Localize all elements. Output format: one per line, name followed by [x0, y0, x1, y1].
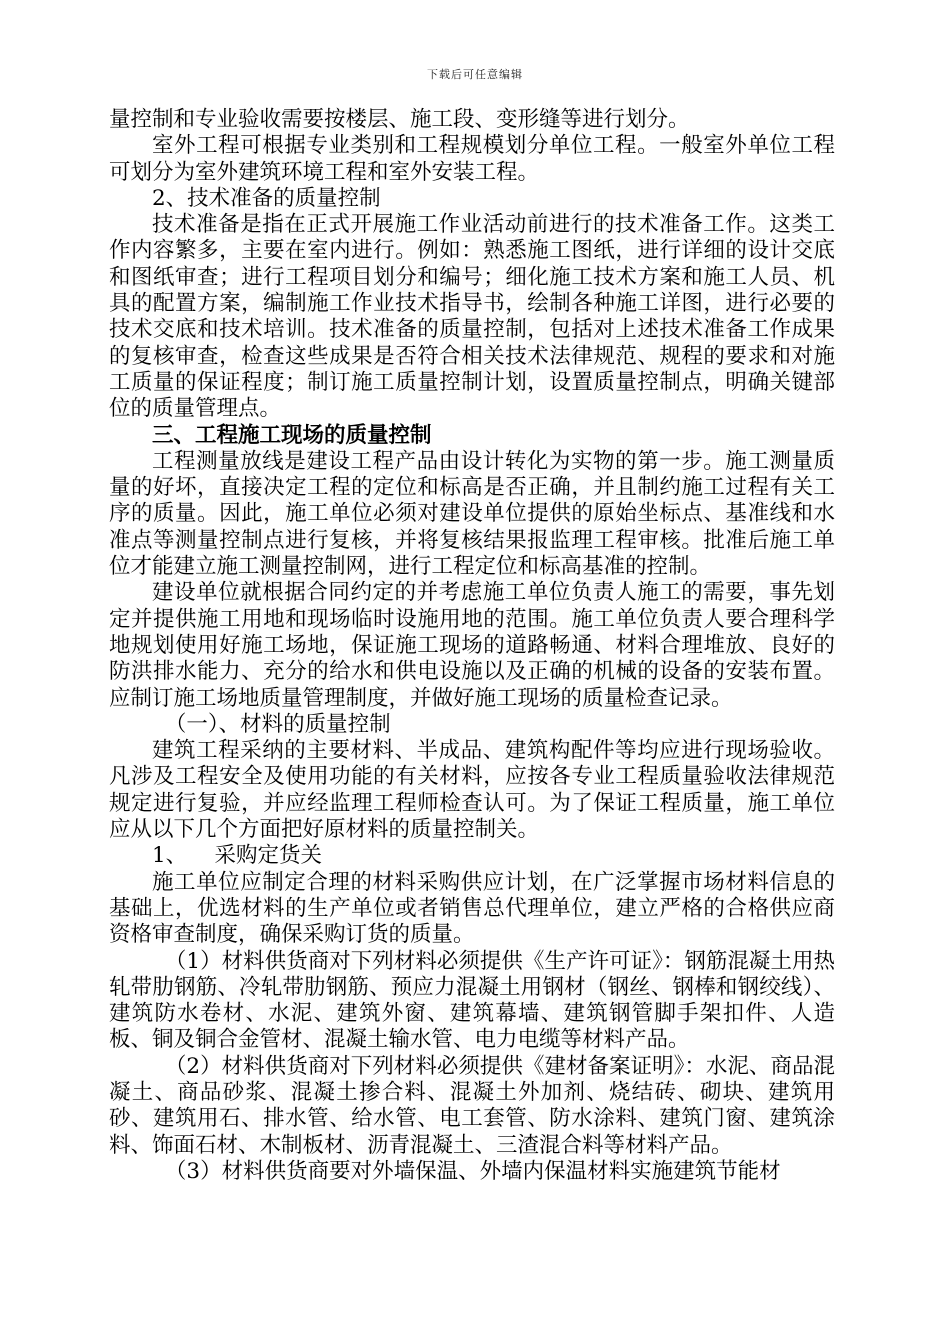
section-heading-tech-prep: 2、技术准备的质量控制 [152, 185, 381, 211]
paragraph-continuation: 量控制和专业验收需要按楼层、施工段、变形缝等进行划分。 [109, 107, 690, 132]
section-heading-procurement: 1、 采购定货关 [152, 843, 323, 869]
page-header: 下载后可任意编辑 [427, 68, 523, 81]
paragraph-procurement: 施工单位应制定合理的材料采购供应计划，在广泛掌握市场材料信息的基础上，优选材料的生产单位或者销售总代理单位，建立严格的合格供应商资格审查制度，确保采购订货的质量。 [109, 869, 835, 948]
paragraph-survey: 工程测量放线是建设工程产品由设计转化为实物的第一步。施工测量质量的好坏，直接决定工程的定位和标高是否正确，并且制约施工过程有关工序的质量。因此，施工单位必须对建设单位提供的原始坐标点、基准线和水准点等测量控制点进行复核，并将复核结果报监理工程审核。批准后施工单位才能建立施工测量控制网，进行工程定位和标高基准的控制。 [109, 448, 835, 580]
paragraph-materials: 建筑工程采纳的主要材料、半成品、建筑构配件等均应进行现场验收。凡涉及工程安全及使用功能的有关材料，应按各专业工程质量验收法律规范规定进行复验，并应经监理工程师检查认可。为了保证工程质量，施工单位应从以下几个方面把好原材料的质量控制关。 [109, 738, 835, 843]
paragraph-item-2: （2）材料供货商对下列材料必须提供《建材备案证明》：水泥、商品混凝土、商品砂浆、混凝土掺合料、混凝土外加剂、烧结砖、砌块、建筑用砂、建筑用石、排水管、给水管、电工套管、防水涂料、建筑门窗、建筑涂料、饰面石材、木制板材、沥青混凝土、三渣混合料等材料产品。 [109, 1053, 835, 1158]
paragraph-item-1: （1）材料供货商对下列材料必须提供《生产许可证》：钢筋混凝土用热轧带肋钢筋、冷轧带肋钢筋、预应力混凝土用钢材（钢丝、钢棒和钢绞线）、建筑防水卷材、水泥、建筑外窗、建筑幕墙、建筑钢管脚手架扣件、人造板、铜及铜合金管材、混凝土输水管、电力电缆等材料产品。 [109, 948, 835, 1053]
section-heading-site-quality: 三、工程施工现场的质量控制 [152, 422, 432, 448]
paragraph-tech-prep: 技术准备是指在正式开展施工作业活动前进行的技术准备工作。这类工作内容繁多，主要在室内进行。例如：熟悉施工图纸，进行详细的设计交底和图纸审查；进行工程项目划分和编号；细化施工技术方案和施工人员、机具的配置方案，编制施工作业技术指导书，绘制各种施工详图，进行必要的技术交底和技术培训。技术准备的质量控制，包括对上述技术准备工作成果的复核审查，检查这些成果是否符合相关技术法律规范、规程的要求和对施工质量的保证程度；制订施工质量控制计划，设置质量控制点，明确关键部位的质量管理点。 [109, 212, 835, 422]
document-body [109, 107, 835, 1185]
paragraph-outdoor-units: 室外工程可根据专业类别和工程规模划分单位工程。一般室外单位工程可划分为室外建筑环境工程和室外安装工程。 [109, 133, 835, 185]
paragraph-site-use: 建设单位就根据合同约定的并考虑施工单位负责人施工的需要，事先划定并提供施工用地和现场临时设施用地的范围。施工单位负责人要合理科学地规划使用好施工场地，保证施工现场的道路畅通、材料合理堆放、良好的防洪排水能力、充分的给水和供电设施以及正确的机械的设备的安装布置。应制订施工场地质量管理制度，并做好施工现场的质量检查记录。 [109, 580, 835, 711]
paragraph-item-3: （3）材料供货商要对外墙保温、外墙内保温材料实施建筑节能材 [164, 1158, 781, 1184]
section-heading-materials: （一）、材料的质量控制 [164, 711, 391, 737]
